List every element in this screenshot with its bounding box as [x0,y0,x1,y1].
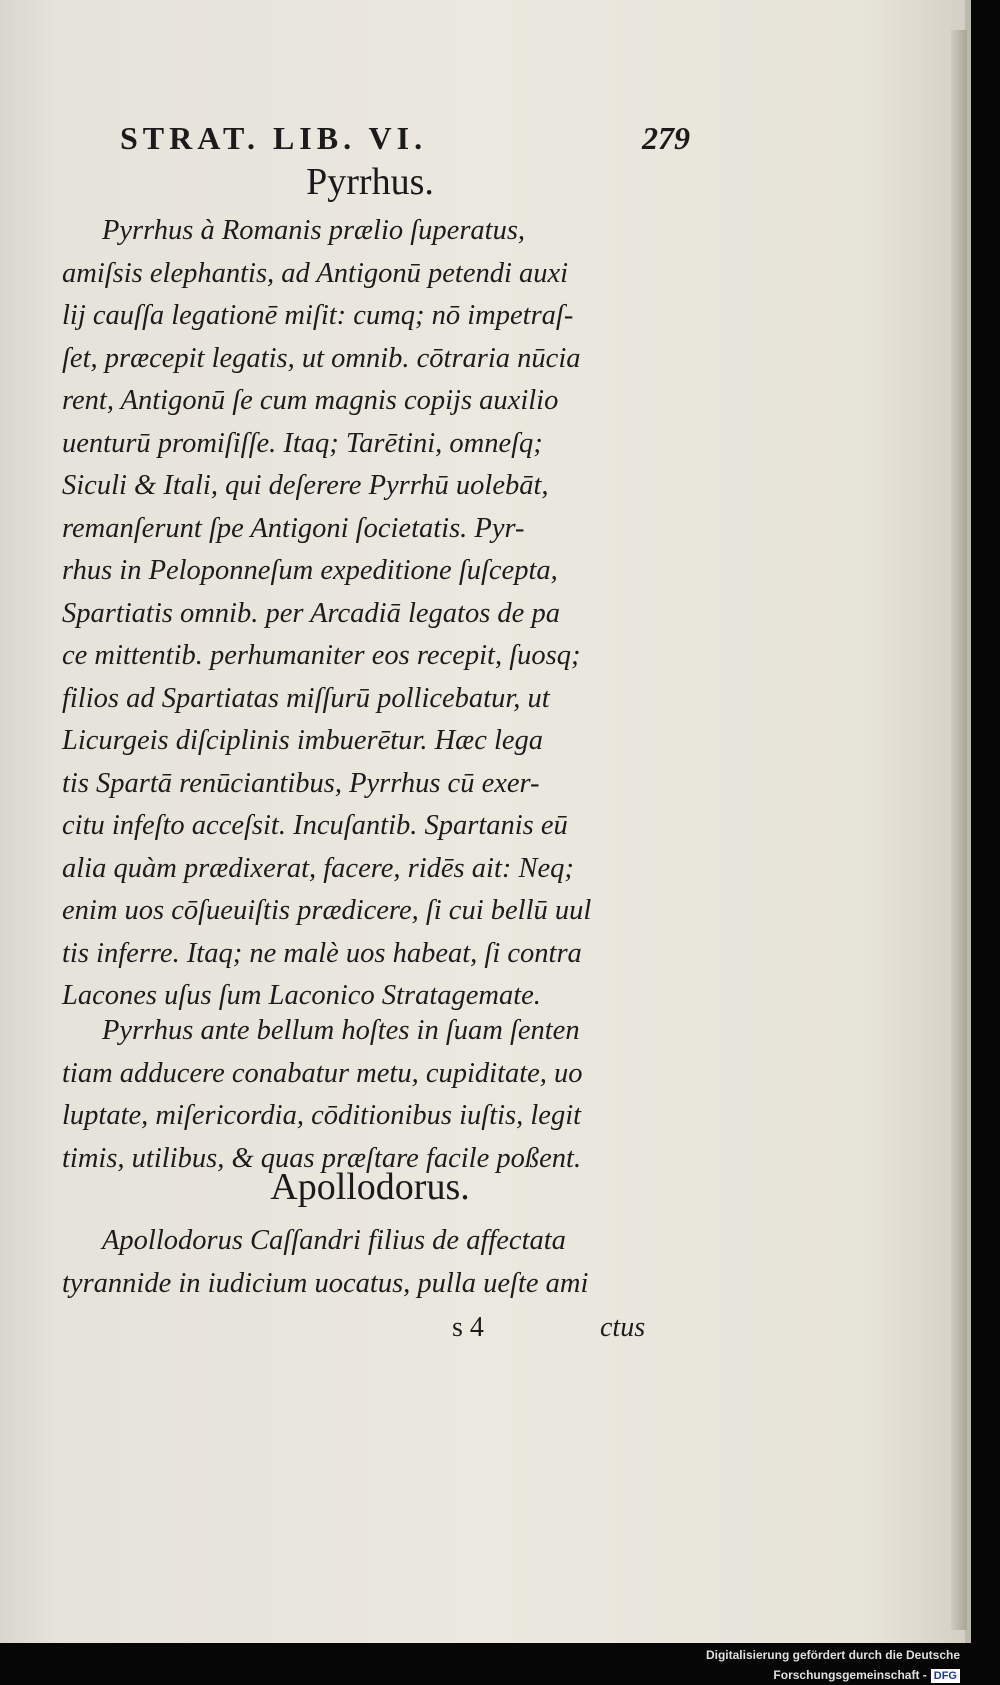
paragraph-pyrrhus-1 [62,210,682,1018]
text-line: Lacones uſus ſum Laconico Stratagemate. [62,980,541,1011]
text-line: luptate, miſericordia, cōditionibus iuſtis, legit [62,1100,582,1131]
signature-mark: s 4 [452,1312,484,1343]
text-line: citu infeſto acceſsit. Incuſantib. Spartanis eū [62,810,568,841]
text-line: uenturū promiſiſſe. Itaq; Tarētini, omneſq; [62,427,543,459]
catchword: ctus [600,1312,646,1343]
text-line: alia quàm prædixerat, facere, ridēs ait: Neq; [62,852,574,884]
text-line: enim uos cōſueuiſtis prædicere, ſi cui bellū uul [62,895,592,926]
text-line: Licurgeis diſciplinis imbuerētur. Hæc lega [62,725,544,756]
text-line: tis Spartā renūciantibus, Pyrrhus cū exer- [62,767,540,799]
running-head-title: STRAT. LIB. VI. [120,120,428,156]
text-line: tyrannide in iudicium uocatus, pulla ueſte ami [62,1267,589,1299]
digitization-credit [560,1645,960,1682]
paragraph-pyrrhus-2 [62,1010,682,1180]
running-head [120,120,690,164]
text-line: tiam adducere conabatur metu, cupiditate, uo [62,1057,583,1089]
section-heading-pyrrhus: Pyrrhus. [306,161,434,203]
text-line: rent, Antigonū ſe cum magnis copijs auxilio [62,385,559,416]
text-line: Pyrrhus à Romanis prælio ſuperatus, [102,215,526,246]
credit-text: Digitalisierung gefördert durch die Deutsche Forschungsgemeinschaft - [705,1648,960,1682]
text-line: remanſerunt ſpe Antigoni ſocietatis. Pyr- [62,512,525,544]
page-number: 279 [642,120,690,156]
page-edge [951,30,967,1630]
text-line: Apollodorus Caſſandri filius de affectata [102,1225,566,1256]
text-line: Spartiatis omnib. per Arcadiā legatos de pa [62,597,560,629]
text-line: Pyrrhus ante bellum hoſtes in ſuam ſenten [102,1015,580,1046]
text-line: Siculi & Itali, qui deſerere Pyrrhū uolebāt, [62,470,549,501]
text-line: ſet, præcepit legatis, ut omnib. cōtraria nūcia [62,342,581,374]
dfg-logo: DFG [931,1669,960,1683]
text-line: amiſsis elephantis, ad Antigonū petendi auxi [62,257,569,289]
text-line: timis, utilibus, & quas præſtare facile poßent. [62,1142,582,1174]
text-line: ce mittentib. perhumaniter eos recepit, ſuosq; [62,640,581,671]
text-line: lij cauſſa legationē miſit: cumq; nō impetraſ- [62,300,574,331]
section-heading-apollodorus: Apollodorus. [270,1166,470,1208]
text-line: filios ad Spartiatas miſſurū pollicebatur, ut [62,682,550,714]
paragraph-apollodorus-1 [62,1220,682,1305]
text-line: tis inferre. Itaq; ne malè uos habeat, ſi contra [62,937,582,969]
text-line: rhus in Peloponneſum expeditione ſuſcepta, [62,555,558,586]
